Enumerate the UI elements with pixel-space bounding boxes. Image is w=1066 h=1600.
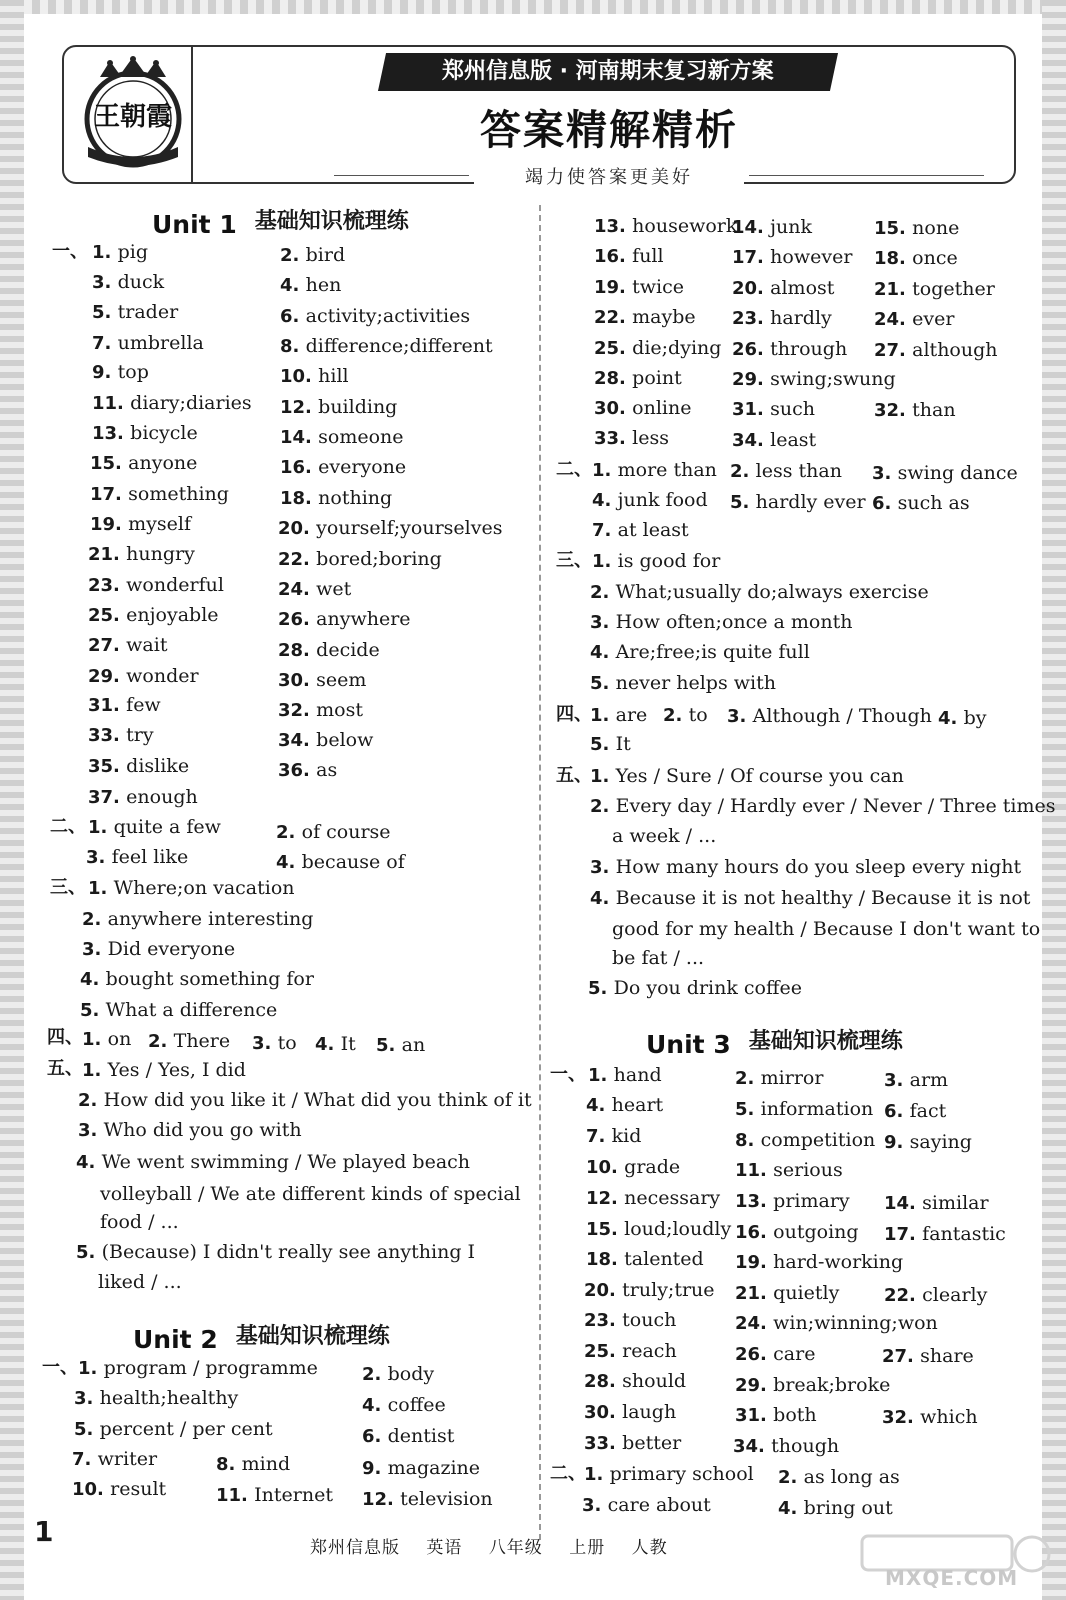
answer-item: 8. mind [216, 1453, 291, 1475]
answer-item: 32. most [278, 699, 363, 721]
answer-item: 14. someone [280, 426, 404, 448]
answer-item: 28. decide [278, 639, 380, 661]
header-divider [191, 47, 193, 182]
footer-edition: 人教 [631, 1538, 668, 1558]
answer-item: 2. What;usually do;always exercise [590, 581, 929, 603]
answer-item: 4. We went swimming / We played beach [76, 1151, 471, 1173]
unit-label: Unit 1 [152, 210, 237, 239]
answer-item: 31. few [88, 694, 161, 716]
answer-item: 33. better [584, 1432, 682, 1454]
slogan-rule-left [334, 175, 469, 176]
answer-item: 4. hen [280, 274, 342, 296]
section-marker: 二、 [50, 816, 86, 837]
answer-item: 8. competition [735, 1129, 876, 1151]
answer-item: 1. Where;on vacation [88, 877, 295, 899]
answer-item: 7. umbrella [92, 332, 204, 354]
answer-item: 13. primary [735, 1190, 850, 1212]
page-top-edge [0, 0, 1066, 14]
watermark-text: MXQE.COM [885, 1566, 1019, 1590]
answer-item: 19. twice [594, 276, 685, 298]
answer-item: 27. wait [88, 634, 168, 656]
answer-item: 10. grade [586, 1156, 681, 1178]
answer-item: 35. dislike [88, 755, 190, 777]
unit-1-heading [152, 209, 409, 239]
page-header [62, 45, 1016, 188]
section-marker: 二、 [550, 1463, 586, 1484]
answer-item: 3. How many hours do you sleep every night [590, 856, 1022, 878]
footer-grade: 八年级 [488, 1538, 543, 1558]
section-marker: 三、 [556, 550, 592, 571]
answer-item: 22. bored;boring [278, 548, 442, 570]
answer-item: 3. duck [92, 271, 165, 293]
answer-item: 8. difference;different [280, 335, 493, 357]
answer-item: 31. such [732, 398, 816, 420]
answer-item: 21. together [874, 278, 995, 300]
footer-publisher: 郑州信息版 [310, 1538, 400, 1558]
answer-item: 4. It [315, 1033, 356, 1055]
section-marker: 二、 [556, 459, 592, 480]
answer-item: 6. such as [872, 492, 970, 514]
answer-item: 2. bird [280, 244, 346, 266]
answer-item: 2. How did you like it / What did you think of it [78, 1089, 532, 1111]
answer-item: 20. truly;true [584, 1279, 715, 1301]
answer-item: 2. less than [730, 460, 842, 482]
answer-item: 1. is good for [592, 550, 721, 572]
answer-item: 2. mirror [735, 1067, 824, 1089]
answer-item: 23. hardly [732, 307, 832, 329]
answer-item: 27. share [882, 1345, 974, 1367]
answer-item: 3. health;healthy [74, 1387, 239, 1409]
answer-item: 15. anyone [90, 452, 198, 474]
answer-item: 5. never helps with [590, 672, 776, 694]
answer-item: 3. How often;once a month [590, 611, 853, 633]
answer-item: 24. wet [278, 578, 352, 600]
answer-item: 4. bring out [778, 1497, 893, 1519]
answer-item: 36. as [278, 759, 338, 781]
answer-item: 22. clearly [884, 1284, 988, 1306]
answer-item: 5. hardly ever [730, 491, 866, 513]
answer-item: 6. fact [884, 1100, 947, 1122]
section-marker: 五、 [556, 765, 592, 786]
answer-item: 3. Who did you go with [78, 1119, 302, 1141]
answer-item: 18. talented [586, 1248, 704, 1270]
answer-item: 11. diary;diaries [92, 392, 252, 414]
answer-item: 11. Internet [216, 1484, 333, 1506]
answer-item: 4. heart [586, 1094, 664, 1116]
slogan-rule-right [749, 175, 984, 176]
answer-item: 10. result [72, 1478, 167, 1500]
answer-item: 9. top [92, 361, 149, 383]
answer-item: 1. Yes / Sure / Of course you can [590, 765, 904, 787]
answer-item: 25. die;dying [594, 337, 722, 359]
answer-item: 6. activity;activities [280, 305, 471, 327]
answer-continuation: be fat / ... [612, 947, 705, 969]
brand-logo-text: 王朝霞 [93, 102, 173, 132]
answer-item: 34. below [278, 729, 374, 751]
answer-item: 13. housework [594, 215, 738, 237]
unit-2-heading [133, 1324, 390, 1354]
page-title: 答案精解精析 [480, 106, 738, 154]
answer-item: 30. laugh [584, 1401, 677, 1423]
answer-item: 5. It [590, 733, 631, 755]
answer-item: 3. care about [582, 1494, 711, 1516]
answer-item: 26. care [735, 1343, 816, 1365]
page-number: 1 [34, 1515, 54, 1548]
answer-item: 31. both [735, 1404, 817, 1426]
answer-item: 1. are [590, 704, 648, 726]
answer-item: 23. wonderful [88, 574, 224, 596]
answer-item: 33. less [594, 427, 669, 449]
answer-item: 15. none [874, 217, 960, 239]
answer-continuation: volleyball / We ate different kinds of special [100, 1183, 521, 1205]
answer-item: 3. swing dance [872, 462, 1018, 484]
answer-item: 29. wonder [88, 665, 199, 687]
answer-item: 1. program / programme [78, 1357, 318, 1379]
answer-item: 1. quite a few [88, 816, 221, 838]
answer-continuation: a week / ... [612, 825, 717, 847]
answer-item: 5. trader [92, 301, 179, 323]
answer-item: 4. Are;free;is quite full [590, 641, 810, 663]
answer-item: 17. fantastic [884, 1223, 1006, 1245]
answer-item: 3. feel like [86, 846, 189, 868]
answer-item: 4. bought something for [80, 968, 314, 990]
answer-item: 1. hand [588, 1064, 662, 1086]
answer-item: 17. however [732, 246, 853, 268]
answer-item: 2. body [362, 1363, 435, 1385]
answer-item: 3. Did everyone [82, 938, 236, 960]
answer-item: 28. point [594, 367, 682, 389]
answer-item: 17. something [90, 483, 229, 505]
answer-item: 2. as long as [778, 1466, 900, 1488]
answer-item: 21. hungry [88, 543, 195, 565]
answer-item: 16. outgoing [735, 1221, 859, 1243]
answer-item: 14. similar [884, 1192, 989, 1214]
answer-item: 4. because of [276, 851, 405, 873]
unit-label: Unit 2 [133, 1325, 218, 1354]
section-marker: 五、 [47, 1058, 83, 1079]
footer-subject: 英语 [426, 1538, 463, 1558]
section-marker: 一、 [52, 241, 88, 262]
section-marker: 一、 [42, 1357, 78, 1378]
answer-item: 32. which [882, 1406, 978, 1428]
answer-item: 7. kid [586, 1125, 642, 1147]
answer-item: 6. dentist [362, 1425, 455, 1447]
answer-item: 5. (Because) I didn't really see anything I [76, 1241, 476, 1263]
answer-item: 2. Every day / Hardly ever / Never / Three times [590, 795, 1056, 817]
answer-item: 1. Yes / Yes, I did [82, 1059, 246, 1081]
answer-item: 24. win;winning;won [735, 1312, 938, 1334]
answer-item: 22. maybe [594, 306, 696, 328]
answer-item: 1. on [82, 1028, 132, 1050]
answer-item: 28. should [584, 1370, 687, 1392]
answer-item: 21. quietly [735, 1282, 840, 1304]
unit-3-heading [646, 1029, 903, 1059]
answer-item: 2. There [148, 1030, 231, 1052]
answer-item: 7. writer [72, 1448, 158, 1470]
answer-item: 4. Because it is not healthy / Because it is not [590, 887, 1031, 909]
answer-item: 12. necessary [586, 1187, 721, 1209]
answer-item: 25. enjoyable [88, 604, 219, 626]
answer-item: 3. to [252, 1032, 297, 1054]
answer-item: 20. almost [732, 277, 835, 299]
answer-item: 19. myself [90, 513, 192, 535]
answer-item: 33. try [88, 724, 154, 746]
answer-item: 12. building [280, 396, 398, 418]
answer-item: 2. anywhere interesting [82, 908, 314, 930]
answer-item: 1. primary school [584, 1463, 754, 1485]
answer-item: 2. to [663, 704, 708, 726]
answer-item: 34. least [732, 429, 817, 451]
answer-item: 3. Although / Though [727, 705, 932, 727]
answer-item: 5. an [376, 1034, 426, 1056]
answer-item: 18. nothing [280, 487, 393, 509]
page-left-edge [0, 0, 24, 1600]
answer-item: 37. enough [88, 786, 198, 808]
answer-item: 20. yourself;yourselves [278, 517, 503, 539]
edition-banner: 郑州信息版 · 河南期末复习新方案 [378, 53, 838, 91]
answer-item: 4. junk food [592, 489, 708, 511]
answer-item: 12. television [362, 1488, 493, 1510]
answer-continuation: good for my health / Because I don't want to [612, 918, 1041, 940]
answer-item: 7. at least [592, 519, 689, 541]
answer-item: 4. coffee [362, 1394, 446, 1416]
answer-item: 29. break;broke [735, 1374, 891, 1396]
answer-item: 34. though [733, 1435, 840, 1457]
answer-item: 30. online [594, 397, 692, 419]
unit-subtitle: 基础知识梳理练 [254, 209, 409, 234]
answer-item: 19. hard-working [735, 1251, 904, 1273]
answer-item: 3. arm [884, 1069, 949, 1091]
answer-item: 1. pig [92, 241, 149, 263]
answer-item: 29. swing;swung [732, 368, 896, 390]
answer-item: 5. information [735, 1098, 874, 1120]
brand-logo-icon [74, 55, 192, 173]
unit-label: Unit 3 [646, 1030, 731, 1059]
answer-item: 16. full [594, 245, 664, 267]
answer-item: 1. more than [592, 459, 717, 481]
section-marker: 三、 [50, 877, 86, 898]
answer-item: 26. through [732, 338, 848, 360]
answer-item: 10. hill [280, 365, 349, 387]
page-footer [310, 1533, 688, 1558]
answer-item: 27. although [874, 339, 998, 361]
footer-volume: 上册 [569, 1538, 606, 1558]
answer-item: 25. reach [584, 1340, 677, 1362]
answer-item: 18. once [874, 247, 958, 269]
answer-item: 5. Do you drink coffee [588, 977, 802, 999]
answer-item: 4. by [938, 707, 987, 729]
unit-subtitle: 基础知识梳理练 [235, 1324, 390, 1349]
answer-item: 13. bicycle [92, 422, 198, 444]
section-marker: 四、 [47, 1027, 83, 1048]
answer-item: 9. saying [884, 1131, 972, 1153]
unit-subtitle: 基础知识梳理练 [748, 1029, 903, 1054]
answer-item: 26. anywhere [278, 608, 411, 630]
section-marker: 一、 [550, 1064, 586, 1085]
answer-item: 2. of course [276, 821, 391, 843]
answer-continuation: liked / ... [98, 1271, 182, 1293]
answer-item: 11. serious [735, 1159, 843, 1181]
answer-item: 32. than [874, 399, 956, 421]
answer-item: 24. ever [874, 308, 955, 330]
column-divider [539, 205, 541, 1540]
answer-continuation: food / ... [100, 1211, 179, 1233]
answer-item: 5. What a difference [80, 999, 278, 1021]
answer-item: 15. loud;loudly [586, 1218, 732, 1240]
answer-item: 9. magazine [362, 1457, 481, 1479]
answer-item: 23. touch [584, 1309, 677, 1331]
answer-item: 14. junk [732, 216, 813, 238]
answer-item: 30. seem [278, 669, 367, 691]
answer-item: 16. everyone [280, 456, 407, 478]
section-marker: 四、 [556, 704, 592, 725]
header-slogan: 竭力使答案更美好 [474, 163, 744, 189]
answer-item: 5. percent / per cent [74, 1418, 273, 1440]
